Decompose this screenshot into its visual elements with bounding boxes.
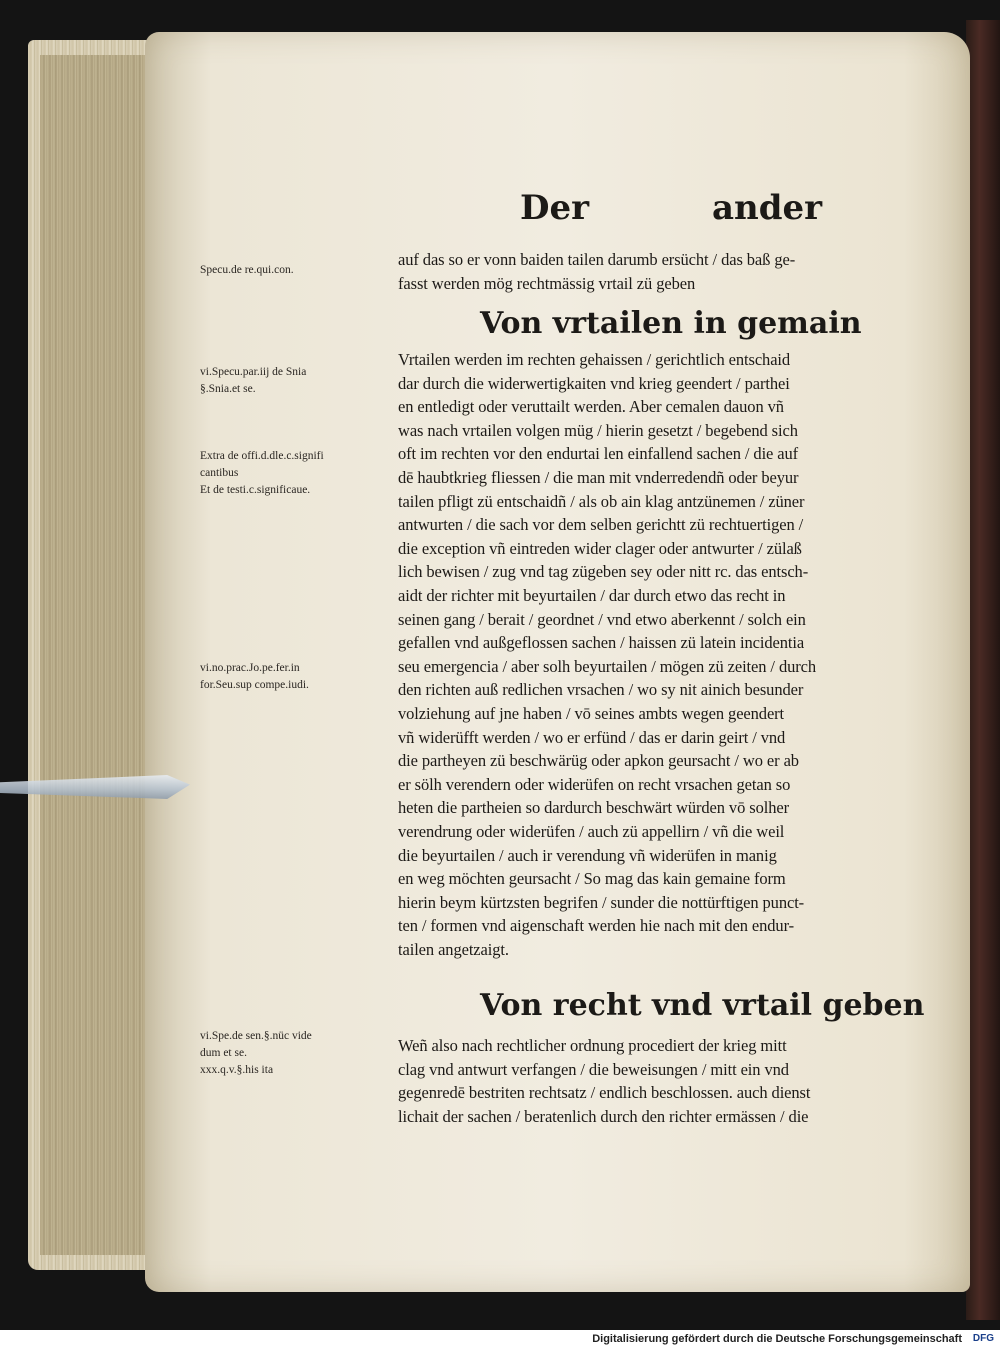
sidenote (200, 364, 385, 398)
sidenote-line: vi.no.prac.Jo.pe.fer.in (200, 662, 300, 674)
text-line: den richten auß redlichen vrsachen / wo sy nit ainich besunder (398, 680, 804, 700)
text-line: Weñ also nach rechtlicher ordnung procediert der krieg mitt (398, 1036, 787, 1055)
sidenote-line: Extra de offi.d.dle.c.signifi (200, 450, 324, 462)
sidenote-line: for.Seu.sup compe.iudi. (200, 679, 309, 691)
text-line: oft im rechten vor den endurtai len einfallend sachen / die auf (398, 444, 799, 464)
sidenote (200, 262, 385, 279)
text-line: lichait der sachen / beratenlich durch den richter ermässen / die (398, 1106, 809, 1126)
sidenote (200, 660, 385, 694)
text-line: die beyurtailen / auch ir verendung vñ widerüfen in manig (398, 845, 777, 865)
sidenote-line: Specu.de re.qui.con. (200, 264, 294, 276)
sidenote-line: §.Snia.et se. (200, 383, 256, 395)
sidenote-line: Et de testi.c.significaue. (200, 484, 311, 496)
text-line: ten / formen vnd aigenschaft werden hie nach mit den endur- (398, 916, 795, 936)
text-line: clag vnd antwurt verfangen / die beweisungen / mitt ein vnd (398, 1059, 789, 1079)
text-line: die partheyen zü beschwärüg oder apkon geursacht / wo er ab (398, 751, 799, 771)
text-line: Vrtailen werden im rechten gehaissen / gerichtlich entschaid (398, 350, 791, 369)
funding-notice: Digitalisierung gefördert durch die Deutsche Forschungsgemeinschaft (592, 1333, 962, 1345)
text-line: en entledigt oder veruttailt werden. Aber cemalen dauon vñ (398, 397, 784, 417)
text-line: was nach vrtailen volgen müg / hierin gesetzt / begebend sich (398, 420, 798, 440)
text-line: fasst werden mög rechtmässig vrtail zü geben (398, 274, 696, 293)
text-line: verendrung oder widerüfen / auch zü appellirn / vñ die weil (398, 822, 785, 841)
sidenote (200, 448, 385, 499)
funding-footer (0, 1330, 1000, 1350)
text-line: volziehung auf jne haben / vō seines ambts wegen geendert (398, 704, 785, 723)
text-line: tailen angetzaigt. (398, 940, 509, 959)
text-line: er sölh verendern oder widerüfen on recht vrsachen getan so (398, 774, 791, 794)
text-line: tailen pfligt zü entschaidñ / als ob ain klag antzünemen / züner (398, 491, 805, 511)
running-head-left: Der (520, 188, 590, 228)
dfg-logo: DFG (972, 1333, 994, 1344)
text-line: gefallen vnd außgeflossen sachen / haissen zü latein incidentia (398, 633, 805, 653)
text-line: gegenredē bestriten rechtsatz / endlich beschlossen. auch dienst (398, 1083, 811, 1103)
text-line: dar durch die widerwertigkaiten vnd krieg geendert / parthei (398, 373, 790, 393)
sidenote-line: vi.Spe.de sen.§.nüc vide (200, 1030, 312, 1042)
sidenote-line: dum et se. (200, 1047, 247, 1059)
book-cover-edge (966, 20, 1000, 1320)
text-line: antwurten / die sach vor dem selben gerichtt zü rechtuertigen / (398, 515, 804, 535)
text-line: vñ widerüfft werden / wo er erfünd / das er darin geirt / vnd (398, 727, 786, 747)
text-line: en weg möchten geursacht / So mag das kain gemaine form (398, 869, 786, 889)
page-stack-shadow (40, 55, 150, 1255)
text-line: dē haubtkrieg fliessen / die man mit vnderredendñ oder beyur (398, 468, 799, 487)
text-line: die exception vñ eintreden wider clager oder antwurter / zülaß (398, 538, 802, 558)
section-heading: Von recht vnd vrtail geben (480, 988, 925, 1023)
section-heading: Von vrtailen in gemain (480, 306, 862, 341)
text-line: lich bewisen / zug vnd tag zügeben sey oder nitt rc. das entsch- (398, 562, 809, 582)
text-line: seu emergencia / aber solh beyurtailen / mögen zü zeiten / durch (398, 656, 817, 676)
sidenote (200, 1028, 385, 1079)
text-line: seinen gang / berait / geordnet / vnd etwo aberkennt / solch ein (398, 609, 806, 629)
text-line: aidt der richter mit beyurtailen / dar durch etwo das recht in (398, 586, 786, 605)
sidenote-line: cantibus (200, 467, 239, 479)
text-line: hierin beym kürtzsten begrifen / sunder die nottürftigen punct- (398, 892, 805, 912)
running-head-right: ander (712, 188, 823, 228)
text-line: heten die partheien so dardurch beschwärt würden vō solher (398, 798, 789, 818)
sidenote-line: vi.Specu.par.iij de Snia (200, 366, 307, 378)
text-line: auf das so er vonn baiden tailen darumb ersücht / das baß ge- (398, 250, 796, 269)
sidenote-line: xxx.q.v.§.his ita (200, 1064, 274, 1076)
